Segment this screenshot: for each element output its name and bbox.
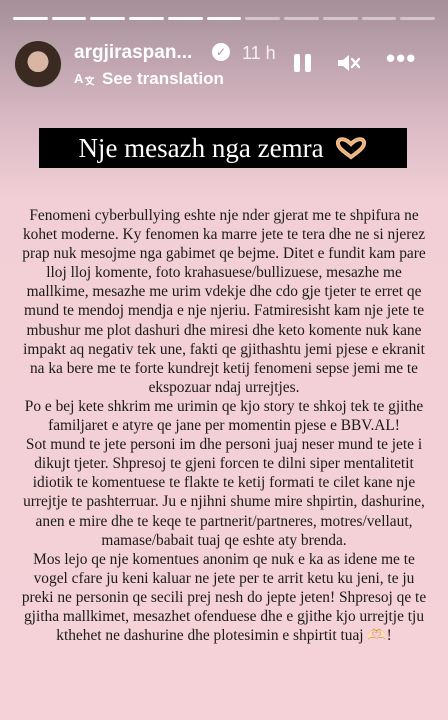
more-options-icon[interactable]: ••• bbox=[386, 43, 417, 73]
story-progress-bar bbox=[13, 17, 435, 21]
progress-segment bbox=[168, 17, 203, 20]
mute-icon[interactable] bbox=[336, 52, 362, 74]
progress-segment bbox=[90, 17, 125, 20]
message-paragraph: Sot mund te jete personi im dhe personi juaj neser mund te jete i dikujt tjeter. Shpresoj te gjeni forcen te dilni siper mentalitetit idiotik te komentuese te flakte te ketij formati te cilet kane nje urrejtje te pashterruar. Ju e njihni shume mire shpirtin, dashurine, anen e mire dhe te keqe te partnerit/partneres, motres/vellaut, mamase/babait tuaj qe eshte aty brenda. bbox=[23, 436, 425, 549]
progress-segment bbox=[13, 17, 48, 20]
message-body bbox=[18, 206, 430, 645]
progress-segment bbox=[207, 17, 242, 20]
progress-segment bbox=[400, 17, 435, 20]
translate-icon bbox=[74, 70, 96, 88]
progress-segment bbox=[52, 17, 87, 20]
username[interactable]: argjiraspan... bbox=[74, 42, 193, 63]
message-paragraph: Po e bej kete shkrim me urimin qe kjo story te shkoj tek te gjithe familjaret e atyre qe jane per momentin pjese e BBV.AL! bbox=[24, 397, 424, 435]
heart-hands-icon bbox=[334, 136, 368, 160]
avatar[interactable] bbox=[14, 40, 62, 88]
story-header bbox=[14, 40, 434, 90]
progress-segment bbox=[362, 17, 397, 20]
translate-icon-glyph: A bbox=[74, 71, 84, 86]
pause-icon[interactable] bbox=[292, 52, 314, 74]
progress-segment bbox=[323, 17, 358, 20]
message-paragraph: Mos lejo qe nje komentues anonim qe nuk e ka as idene me te vogel cfare ju keni kaluar ne jete per te arrit ketu ku jeni, te ju preki ne personin qe secili prej nesh do jepte jeten! Shpresoj qe te gjitha mallkimet, mesazhet ofenduese dhe e gjithe kjo urrejtje tju kthehet ne dashurine dhe plotesimin e shpirtit tuaj 🫶🏻! bbox=[21, 550, 427, 645]
progress-segment bbox=[245, 17, 280, 20]
see-translation-label: See translation bbox=[102, 69, 224, 88]
verified-badge-icon: ✓ bbox=[212, 43, 230, 61]
see-translation-button[interactable] bbox=[74, 68, 224, 90]
page-title: Nje mesazh nga zemra bbox=[78, 132, 324, 163]
title-banner bbox=[39, 128, 407, 168]
message-paragraph: Fenomeni cyberbullying eshte nje nder gjerat me te shpifura ne kohet moderne. Ky fenomen ka marre jete te tera dhe ne si njerez prap nuk mesojme nga gabimet qe bejme. Ditet e fundit kam pare lloj lloj komente, foto krahasuese/bullizuese, mesazhe me mallkime, mesazhe me urim vdekje dhe cdo gje tjeter te erret qe mund te mendoj mendja e nje njeriu. Fatmiresisht kam nje jete te mbushur me plot dashuri dhe miresi dhe keto komente nuk kane impakt aq negativ tek une, fakti qe gjithashtu jemi pjese e ekranit na ka bere me te forte kundrejt ketij fenomeni sepse jemi me te ekspozuar ndaj urrejtjes. bbox=[22, 207, 426, 396]
progress-segment bbox=[129, 17, 164, 20]
progress-segment bbox=[284, 17, 319, 20]
post-time: 11 h bbox=[242, 43, 276, 63]
